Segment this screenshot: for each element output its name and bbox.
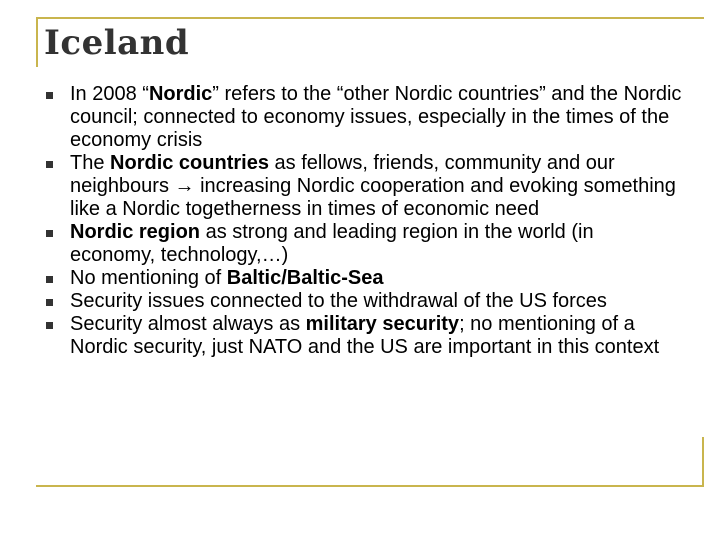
bullet-list <box>44 83 684 359</box>
frame-right-line <box>702 437 704 487</box>
bullet-item <box>44 221 684 267</box>
bullet-text-bold: Nordic <box>148 83 213 105</box>
bullet-item <box>44 83 684 152</box>
bullet-text-bold: Nordic countries <box>110 152 269 174</box>
bullet-text: Security almost always as <box>70 313 306 335</box>
square-bullet-icon <box>46 299 53 306</box>
frame-left-line <box>36 17 38 67</box>
bullet-text-bold: military security <box>305 313 460 335</box>
bullet-item <box>44 267 684 290</box>
bullet-text: The <box>70 152 111 174</box>
bullet-text: ” refers to the “other Nordic countries” and the Nordic council; connected to economy issues, especially in the times of the economy crisis <box>70 83 682 151</box>
square-bullet-icon <box>46 322 53 329</box>
bullet-text-bold: Baltic/Baltic-Sea <box>226 267 384 289</box>
square-bullet-icon <box>46 161 53 168</box>
bullet-text: ; no mentioning of a Nordic security, just NATO and the US are important in this context <box>70 313 660 358</box>
bullet-item <box>44 290 684 313</box>
bullet-text: as strong and leading region in the world (in economy, technology,…) <box>70 221 594 266</box>
slide-title: Iceland <box>44 23 190 63</box>
bullet-text: as fellows, friends, community and our neighbours → increasing Nordic cooperation and evoking something like a Nordic togetherness in times of economic need <box>70 152 676 220</box>
square-bullet-icon <box>46 92 53 99</box>
square-bullet-icon <box>46 276 53 283</box>
bullet-item <box>44 313 684 359</box>
bullet-text-bold: Nordic region <box>70 221 201 243</box>
frame-top-line <box>36 17 704 19</box>
square-bullet-icon <box>46 230 53 237</box>
frame-bottom-line <box>36 485 704 487</box>
bullet-text: In 2008 “ <box>70 83 149 105</box>
bullet-text: Security issues connected to the withdrawal of the US forces <box>70 290 607 312</box>
bullet-item <box>44 152 684 221</box>
bullet-text: No mentioning of <box>70 267 227 289</box>
